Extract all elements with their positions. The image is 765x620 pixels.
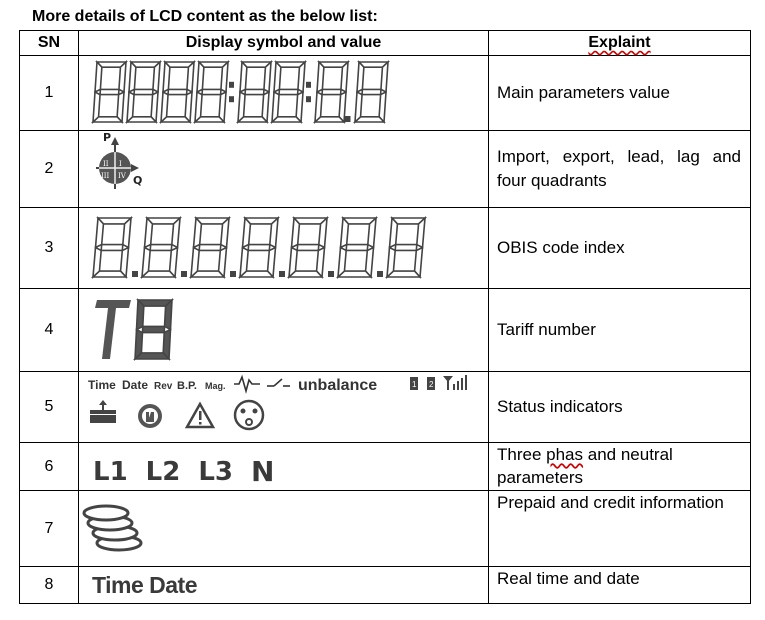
lcd-segment bbox=[134, 89, 153, 94]
lcd-segment bbox=[390, 218, 398, 248]
table-row bbox=[20, 491, 751, 567]
quadrant-label: III bbox=[101, 172, 110, 180]
lcd-segment bbox=[168, 89, 187, 94]
mag-indicator: Mag. bbox=[205, 381, 226, 391]
lcd-segment bbox=[362, 89, 381, 94]
phase-l2: L2 bbox=[145, 457, 181, 487]
row-sn: 1 bbox=[20, 56, 79, 131]
lcd-segment bbox=[240, 62, 247, 92]
warning-icon bbox=[187, 404, 213, 427]
lcd-segment bbox=[194, 218, 202, 248]
lcd-segment bbox=[150, 245, 172, 251]
table-row bbox=[20, 131, 751, 208]
lcd-segment bbox=[100, 89, 119, 94]
lcd-segment bbox=[202, 89, 221, 94]
lcd-colon bbox=[306, 82, 311, 88]
row-explain: Prepaid and credit information bbox=[489, 491, 751, 567]
lcd-dot bbox=[279, 271, 285, 277]
svg-text:1: 1 bbox=[412, 380, 417, 389]
lcd-segment bbox=[297, 245, 319, 251]
lcd-segment bbox=[248, 245, 270, 251]
phase-l3: L3 bbox=[198, 457, 234, 487]
lcd-segment bbox=[129, 62, 136, 92]
header-sn: SN bbox=[20, 31, 79, 56]
phase-l1: L1 bbox=[93, 457, 128, 487]
lcd-segment bbox=[145, 218, 153, 248]
lcd-segment bbox=[142, 326, 164, 332]
switch-icon bbox=[267, 379, 290, 386]
time-indicator: Time bbox=[88, 378, 116, 392]
lcd-dot bbox=[345, 116, 351, 122]
terminal-cover-icon bbox=[90, 400, 116, 423]
page-heading: More details of LCD content as the below list: bbox=[32, 8, 378, 25]
table-row bbox=[20, 289, 751, 372]
lcd-segment bbox=[346, 245, 368, 251]
table-row bbox=[20, 56, 751, 131]
lcd-segment bbox=[137, 300, 144, 330]
lcd-segment bbox=[274, 62, 281, 92]
lcd-dot bbox=[181, 271, 187, 277]
row-explain: Three phas and neutral parameters bbox=[489, 443, 751, 491]
lcd-segment bbox=[163, 62, 170, 92]
quadrant-label: I bbox=[119, 160, 122, 168]
table-row bbox=[20, 372, 751, 443]
lcd-segment bbox=[322, 89, 341, 94]
time-date-symbol: Time Date bbox=[79, 567, 489, 604]
lcd-letter-t bbox=[95, 300, 131, 359]
lcd-segment bbox=[341, 218, 349, 248]
signal-icon bbox=[443, 375, 467, 390]
status-indicators-symbol bbox=[79, 372, 489, 443]
lcd-segment bbox=[279, 89, 298, 94]
lcd-dot bbox=[377, 271, 383, 277]
coins-icon bbox=[84, 506, 141, 550]
lcd-segment bbox=[197, 62, 204, 92]
coins-symbol bbox=[79, 491, 489, 567]
quadrant-label: IV bbox=[118, 172, 126, 180]
lcd-dot bbox=[132, 271, 138, 277]
quadrant-symbol bbox=[79, 131, 489, 208]
lcd-segment bbox=[317, 62, 324, 92]
lcd-dot bbox=[230, 271, 236, 277]
unbalance-indicator: unbalance bbox=[298, 377, 378, 394]
tariff-symbol bbox=[79, 289, 489, 372]
lcd-colon bbox=[306, 96, 311, 102]
table-row bbox=[20, 567, 751, 604]
lcd-content-table bbox=[19, 30, 751, 604]
row-sn: 3 bbox=[20, 208, 79, 289]
table-row bbox=[20, 443, 751, 491]
row-sn: 4 bbox=[20, 289, 79, 372]
no-tamper-icon bbox=[138, 404, 162, 428]
row-sn: 6 bbox=[20, 443, 79, 491]
date-indicator: Date bbox=[122, 378, 149, 392]
row-explain: Import, export, lead, lag and four quadrants bbox=[489, 131, 751, 208]
lcd-dot bbox=[328, 271, 334, 277]
row-explain: Status indicators bbox=[489, 372, 751, 443]
face-icon bbox=[235, 401, 263, 429]
row-sn: 2 bbox=[20, 131, 79, 208]
lcd-segment bbox=[292, 218, 300, 248]
lcd-segment bbox=[357, 62, 364, 92]
p-axis-label: P bbox=[103, 131, 112, 144]
header-explain: Explaint bbox=[489, 31, 751, 56]
quadrant-label: II bbox=[103, 160, 109, 168]
row-explain: OBIS code index bbox=[489, 208, 751, 289]
main-digits-symbol bbox=[79, 56, 489, 131]
lcd-segment bbox=[199, 245, 221, 251]
lcd-segment bbox=[243, 218, 251, 248]
obis-digits-symbol bbox=[79, 208, 489, 289]
lcd-colon bbox=[229, 82, 234, 88]
row-explain: Main parameters value bbox=[489, 56, 751, 131]
q-axis-label: Q bbox=[133, 174, 143, 187]
lcd-segment bbox=[95, 62, 102, 92]
svg-text:2: 2 bbox=[429, 380, 434, 389]
row-sn: 7 bbox=[20, 491, 79, 567]
row-explain: Real time and date bbox=[489, 567, 751, 604]
bp-indicator: B.P. bbox=[177, 380, 197, 392]
lcd-segment bbox=[245, 89, 264, 94]
lcd-segment bbox=[96, 218, 104, 248]
table-header-row bbox=[20, 31, 751, 56]
phases-symbol bbox=[79, 443, 489, 491]
rev-indicator: Rev bbox=[154, 381, 173, 392]
lcd-segment bbox=[395, 245, 417, 251]
header-symbol: Display symbol and value bbox=[79, 31, 489, 56]
lcd-colon bbox=[229, 96, 234, 102]
row-sn: 5 bbox=[20, 372, 79, 443]
row-explain: Tariff number bbox=[489, 289, 751, 372]
pulse-icon bbox=[234, 377, 260, 391]
table-row bbox=[20, 208, 751, 289]
lcd-segment bbox=[101, 245, 123, 251]
row-sn: 8 bbox=[20, 567, 79, 604]
neutral-n: N bbox=[251, 455, 275, 488]
